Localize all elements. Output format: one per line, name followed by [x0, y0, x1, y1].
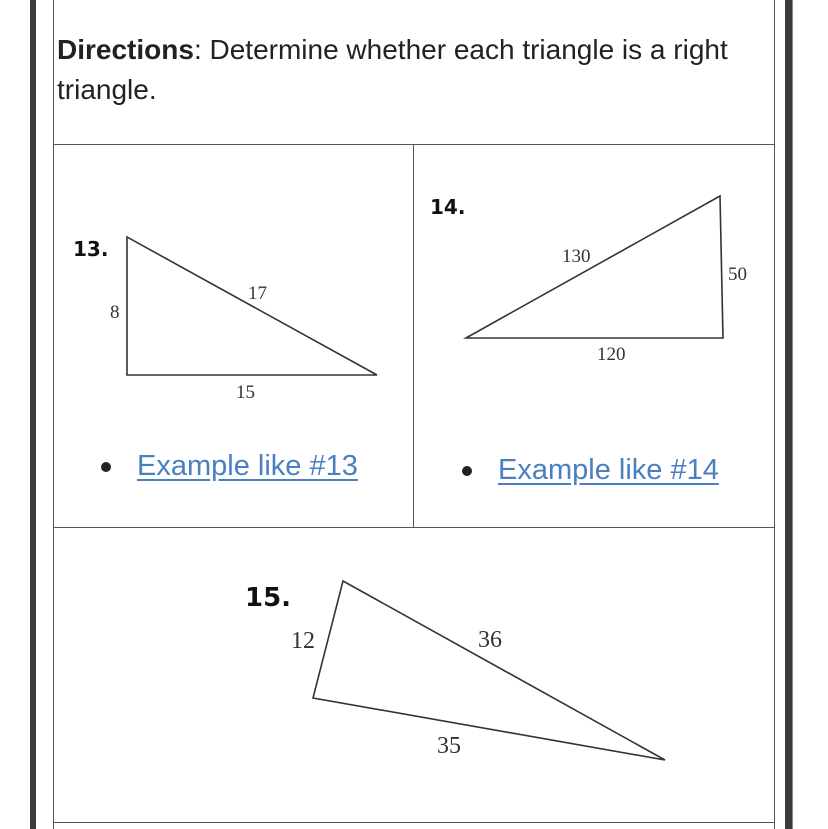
problem-14-number: 14.: [430, 195, 466, 219]
bullet-icon: [101, 462, 111, 472]
list-item-13: [101, 450, 358, 483]
triangle-15-side-c: 36: [478, 627, 502, 653]
triangle-13-side-b: 15: [236, 382, 255, 403]
triangle-13-side-a: 8: [110, 302, 120, 323]
example-14-link[interactable]: Example like #14: [498, 454, 719, 486]
triangle-15-side-b: 35: [437, 733, 461, 759]
triangle-15-side-a: 12: [291, 628, 315, 654]
triangle-14-side-c: 130: [562, 246, 591, 267]
list-item-14: [462, 454, 719, 487]
triangle-13-figure: [73, 237, 377, 403]
triangle-13: [127, 237, 377, 375]
triangle-14: [466, 196, 723, 338]
triangle-15: [313, 581, 665, 760]
triangle-14-side-b: 120: [597, 344, 626, 365]
example-13-link[interactable]: Example like #13: [137, 450, 358, 482]
problem-15-number: 15.: [245, 583, 292, 613]
triangle-15-figure: [245, 581, 665, 760]
triangle-14-figure: [430, 195, 747, 365]
triangle-13-side-c: 17: [248, 283, 267, 304]
directions-body: : Determine whether each triangle is a right triangle.: [57, 34, 728, 105]
bullet-icon: [462, 466, 472, 476]
problem-13-number: 13.: [73, 237, 109, 261]
triangle-14-side-a: 50: [728, 264, 747, 285]
directions-title: Directions: [57, 34, 194, 65]
